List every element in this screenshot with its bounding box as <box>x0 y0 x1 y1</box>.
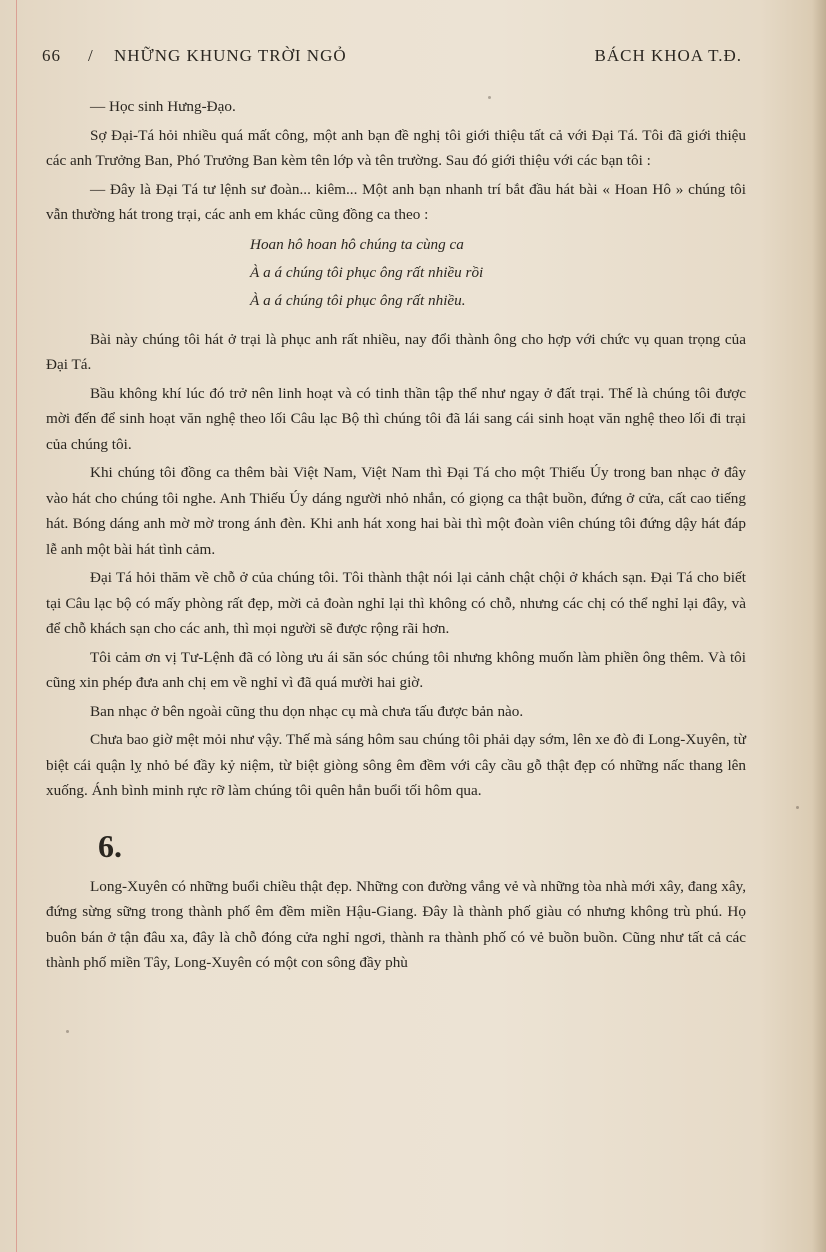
lyric-line: À a á chúng tôi phục ông rất nhiều rồi <box>250 263 484 281</box>
chapter-number: 6. <box>98 827 122 864</box>
magazine-name: BÁCH KHOA T.Đ. <box>594 46 742 65</box>
margin-line <box>16 0 17 1252</box>
running-header <box>42 46 742 70</box>
print-speck <box>66 1030 69 1033</box>
lyric-line: À a á chúng tôi phục ông rất nhiều. <box>250 291 466 309</box>
page-edge-shadow <box>812 0 826 1252</box>
lyric-line: Hoan hô hoan hô chúng ta cùng ca <box>250 235 464 253</box>
print-speck <box>796 806 799 809</box>
paragraph: Long-Xuyên có những buổi chiều thật đẹp. Những con đường vắng vẻ và những tòa nhà mới xây, đang xây, đứng sừng sững trong thành phố êm đềm miền Hậu-Giang. Đây là thành phố giàu có nhưng không trù phú. Họ buôn bán ở tận đâu xa, đây là chỗ đóng cửa nghỉ ngơi, thành ra thành phố có vẻ buồn buồn. Cũng như tất cả các thành phố miền Tây, Long-Xuyên có một con sông đầy phù <box>46 877 746 971</box>
body-text <box>46 94 746 979</box>
paragraph: Đại Tá hỏi thăm về chỗ ở của chúng tôi. Tôi thành thật nói lại cảnh chật chội ở khách sạn. Đại Tá cho biết tại Câu lạc bộ có mấy phòng rất đẹp, mời cả đoàn nghỉ lại thì không có chỗ, nhưng các chị có thể nghỉ lại đây, và để chỗ khách sạn cho các anh, thì mọi người sẽ được rộng rãi hơn. <box>46 569 746 637</box>
page-number: 66 <box>42 46 61 65</box>
print-speck <box>488 96 491 99</box>
paragraph: Bầu không khí lúc đó trở nên linh hoạt và có tinh thần tập thể như ngay ở đất trại. Thế là chúng tôi được mời đến để sinh hoạt văn nghệ theo lối Câu lạc Bộ thì chúng tôi đã lái sang cái sinh hoạt văn nghệ theo lối đi trại của chúng tôi. <box>46 384 746 453</box>
book-title: NHỮNG KHUNG TRỜI NGỎ <box>114 46 347 65</box>
paragraph: Bài này chúng tôi hát ở trại là phục anh rất nhiều, nay đổi thành ông cho hợp với chức vụ quan trọng của Đại Tá. <box>46 330 746 373</box>
paragraph: Khi chúng tôi đồng ca thêm bài Việt Nam, Việt Nam thì Đại Tá cho một Thiếu Úy trong ban nhạc ở đây vào hát cho chúng tôi nghe. Anh Thiếu Úy dáng người nhỏ nhắn, có giọng ca thật buồn, đứng ở cửa, cất cao tiếng hát. Bóng dáng anh mờ mờ trong ánh đèn. Khi anh hát xong hai bài thì một đoàn viên chúng tôi đứng dậy hát đáp lễ anh một bài hát tình cảm. <box>46 464 746 558</box>
paragraph: Sợ Đại-Tá hỏi nhiều quá mất công, một anh bạn đề nghị tôi giới thiệu tất cả với Đại Tá. Tôi đã giới thiệu các anh Trưởng Ban, Phó Trưởng Ban kèm tên lớp và tên trường. Sau đó giới thiệu với các bạn tôi : <box>46 126 746 169</box>
paragraph: Tôi cảm ơn vị Tư-Lệnh đã có lòng ưu ái săn sóc chúng tôi nhưng không muốn làm phiền ông thêm. Và tôi cũng xin phép đưa anh chị em về nghỉ vì đã quá mười hai giờ. <box>46 648 746 691</box>
header-separator: / <box>88 46 94 65</box>
paragraph: Chưa bao giờ mệt mỏi như vậy. Thế mà sáng hôm sau chúng tôi phải dạy sớm, lên xe đò đi Long-Xuyên, từ biệt cái quận lỵ nhỏ bé đầy kỷ niệm, từ biệt giòng sông êm đềm với cây cầu gỗ thật đẹp có những nấc thang lên xuống. Ánh bình minh rực rỡ làm chúng tôi quên hẳn buổi tối hôm qua. <box>46 731 746 799</box>
paragraph: — Đây là Đại Tá tư lệnh sư đoàn... kiêm... Một anh bạn nhanh trí bắt đầu hát bài « Hoan Hô » chúng tôi vẫn thường hát trong trại, các anh em khác cũng đồng ca theo : <box>46 180 746 223</box>
song-lyrics <box>250 231 746 315</box>
paragraph: Ban nhạc ở bên ngoài cũng thu dọn nhạc cụ mà chưa tấu được bản nào. <box>90 702 524 720</box>
paragraph: — Học sinh Hưng-Đạo. <box>90 98 236 115</box>
